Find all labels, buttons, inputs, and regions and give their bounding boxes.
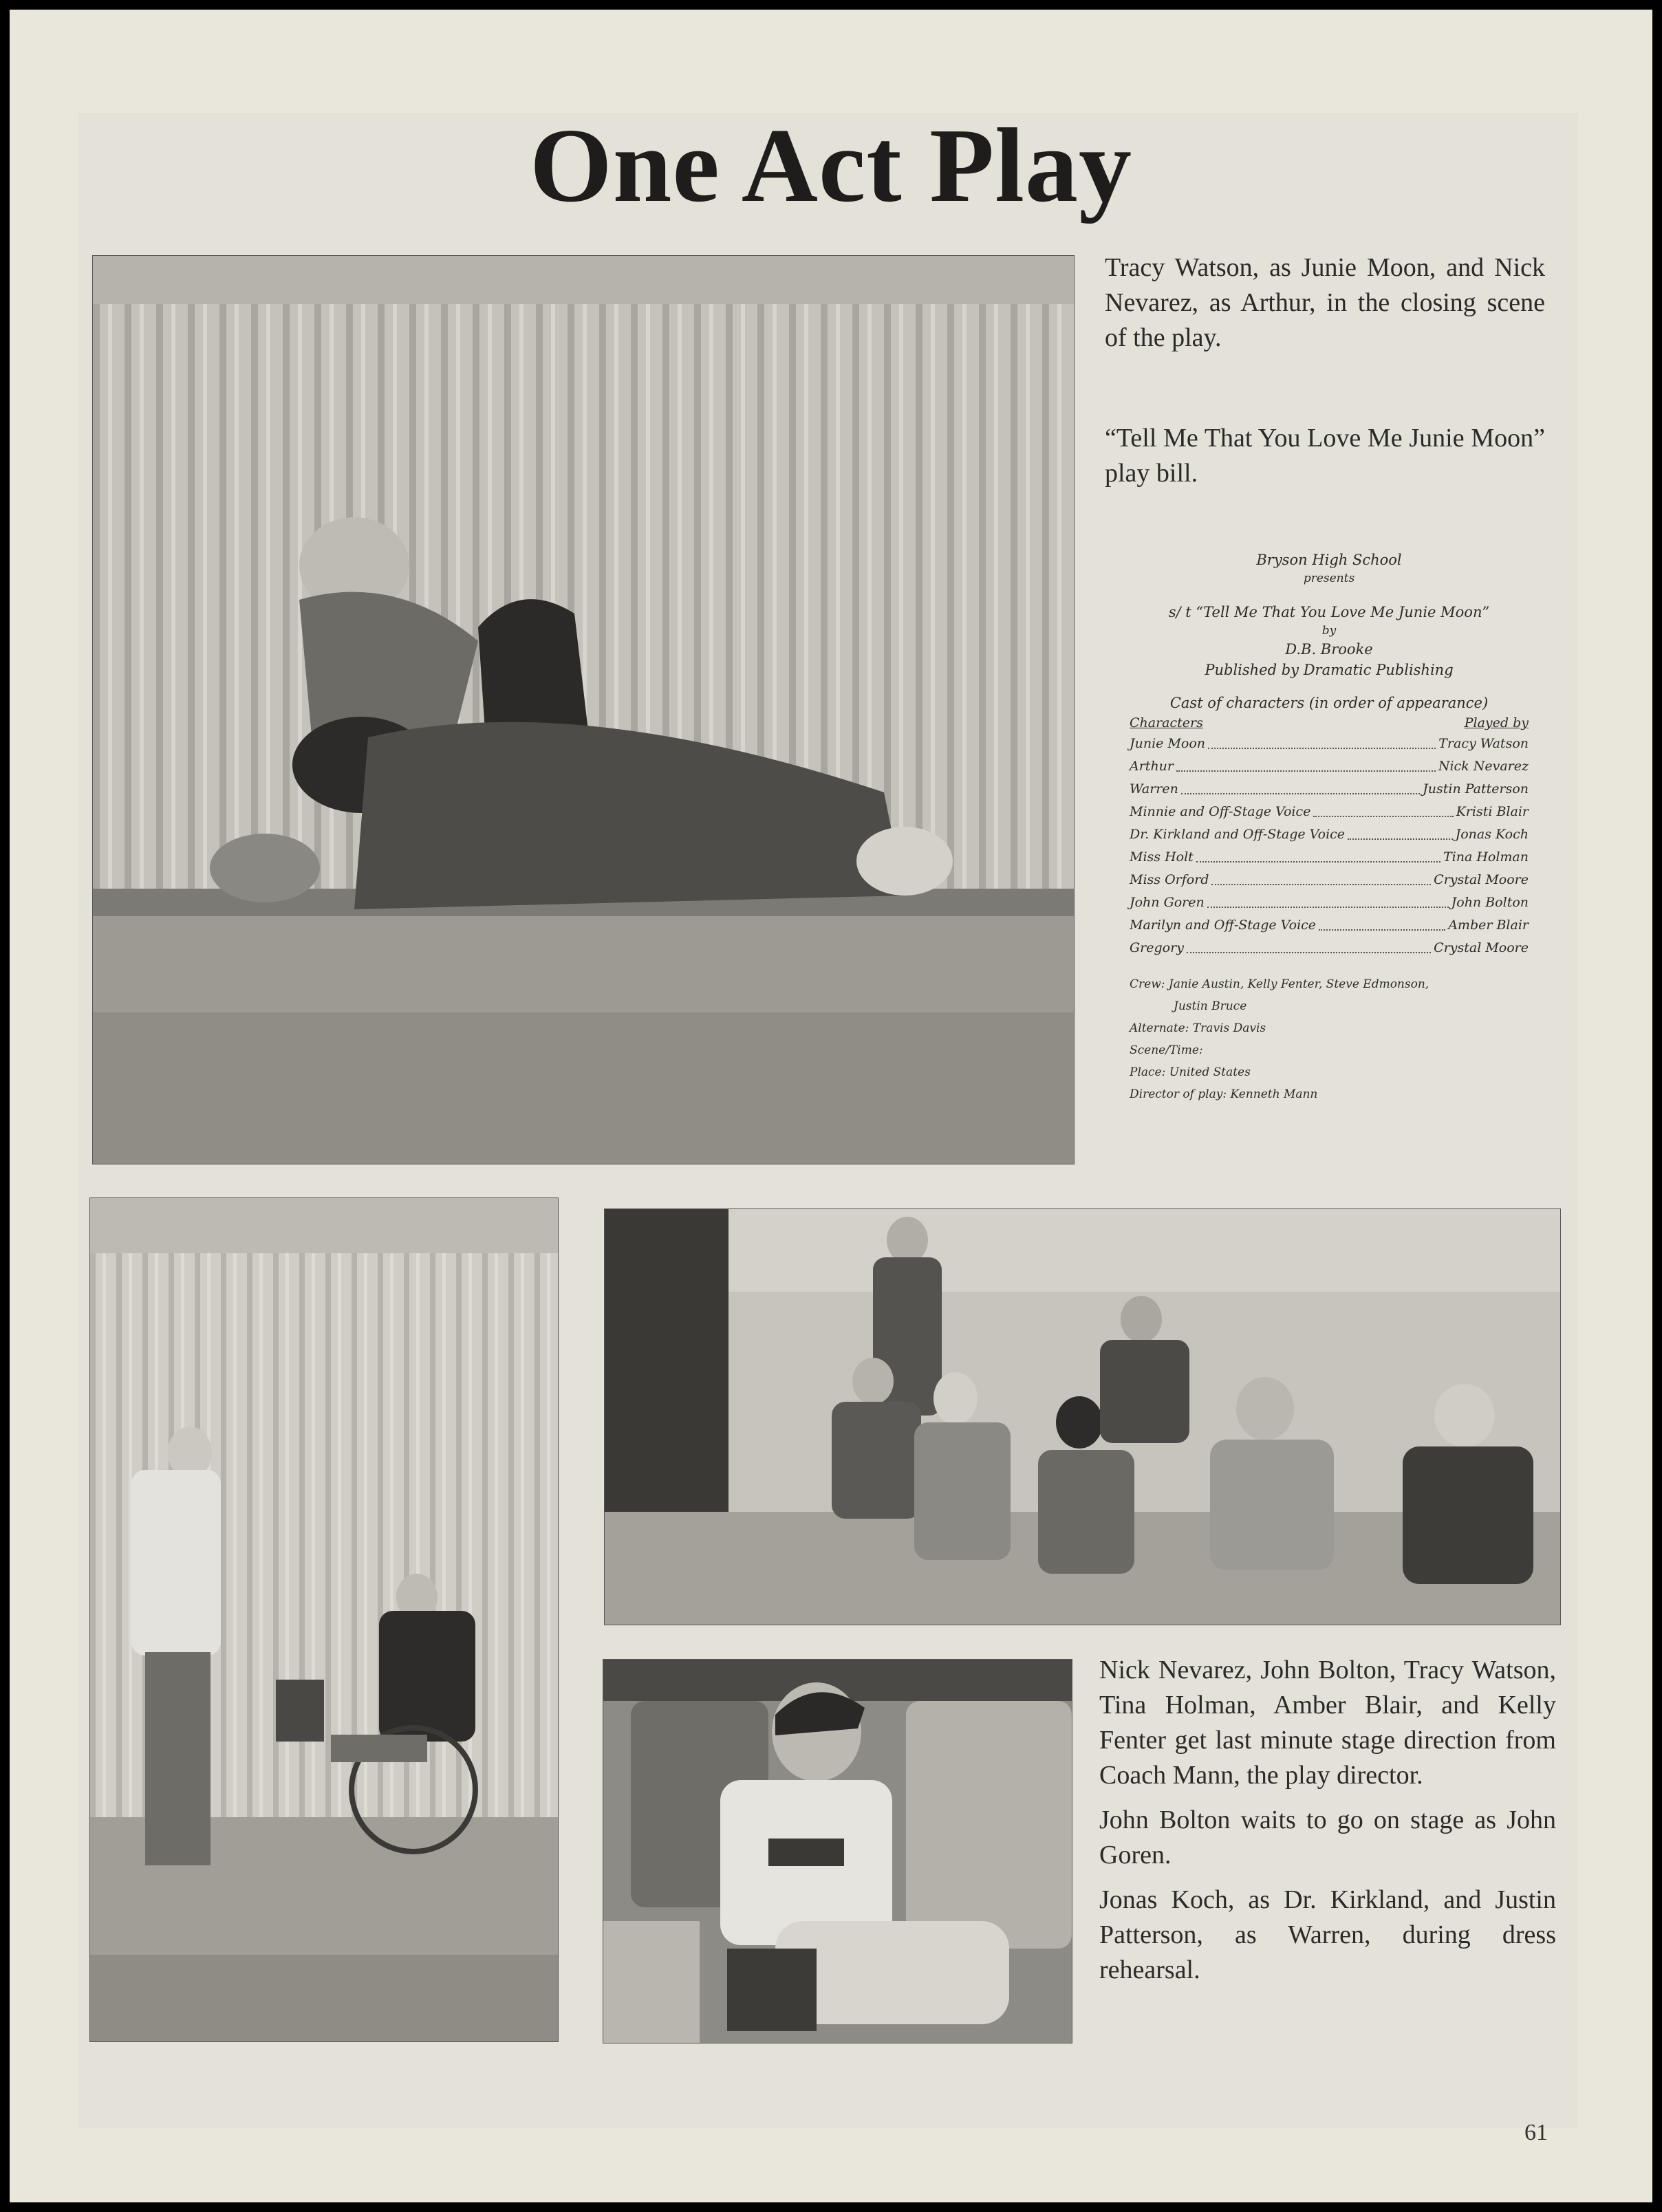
cast-row [1130, 801, 1529, 823]
leader-dots [1196, 846, 1440, 863]
playbill-place: Place: United States [1130, 1065, 1251, 1079]
lower-captions [1099, 1653, 1556, 1988]
cast-role: Minnie and Off-Stage Voice [1130, 804, 1311, 819]
cast-actor: Jonas Koch [1455, 827, 1529, 842]
cast-row [1130, 891, 1529, 914]
dress-rehearsal-image [90, 1198, 558, 2041]
playbill-title: s/ t “Tell Me That You Love Me Junie Moon” [1168, 604, 1490, 620]
cast-role: Dr. Kirkland and Off-Stage Voice [1130, 827, 1346, 842]
playbill-col-characters: Characters [1130, 715, 1203, 730]
playbill-alternate: Alternate: Travis Davis [1130, 1021, 1266, 1035]
john-bolton-photo [603, 1659, 1072, 2043]
yearbook-page [10, 10, 1652, 2202]
playbill-director: Director of play: Kenneth Mann [1130, 1087, 1318, 1101]
playbill-caption-text: “Tell Me That You Love Me Junie Moon” play bill. [1105, 424, 1545, 488]
cast-actor: John Bolton [1451, 895, 1529, 910]
playbill-caption [1105, 421, 1545, 491]
playbill-by: by [1321, 624, 1337, 638]
cast-role: John Goren [1130, 895, 1205, 910]
leader-dots [1208, 733, 1436, 749]
cast-row [1130, 846, 1529, 869]
leader-dots [1319, 914, 1445, 931]
rehearsal-caption-text: Jonas Koch, as Dr. Kirkland, and Justin Patterson, as Warren, during dress rehearsal. [1099, 1885, 1556, 1984]
closing-scene-caption-text: Tracy Watson, as Junie Moon, and Nick Nevarez, as Arthur, in the closing scene of the play. [1105, 253, 1545, 352]
john-bolton-image [603, 1660, 1072, 2043]
page-title: One Act Play [530, 107, 1132, 224]
leader-dots [1181, 778, 1420, 794]
leader-dots [1211, 869, 1431, 885]
leader-dots [1313, 801, 1453, 817]
cast-row [1130, 937, 1529, 959]
closing-scene-image [93, 256, 1074, 1164]
cast-role: Junie Moon [1130, 736, 1206, 751]
group-direction-photo [604, 1208, 1561, 1625]
group-direction-image [605, 1209, 1560, 1625]
playbill-presents: presents [1303, 572, 1355, 585]
cast-actor: Tracy Watson [1438, 736, 1529, 751]
cast-row [1130, 914, 1529, 937]
cast-row [1130, 733, 1529, 755]
cast-role: Miss Holt [1130, 849, 1194, 865]
playbill-crew: Crew: Janie Austin, Kelly Fenter, Steve Edmonson, [1130, 977, 1429, 991]
cast-role: Marilyn and Off-Stage Voice [1130, 918, 1317, 933]
cast-role: Warren [1130, 781, 1178, 796]
cast-row [1130, 823, 1529, 846]
playbill-crew-cont: Justin Bruce [1174, 999, 1247, 1013]
cast-row [1130, 778, 1529, 801]
playbill-author: D.B. Brooke [1285, 641, 1373, 658]
playbill-scene-time: Scene/Time: [1130, 1043, 1203, 1057]
dress-rehearsal-photo [89, 1197, 559, 2042]
leader-dots [1176, 755, 1436, 772]
closing-scene-photo [92, 255, 1075, 1164]
cast-role: Arthur [1130, 759, 1174, 774]
cast-actor: Crystal Moore [1434, 872, 1529, 887]
playbill-publisher: Published by Dramatic Publishing [1205, 662, 1454, 678]
playbill-cast-heading: Cast of characters (in order of appearance) [1169, 695, 1489, 711]
playbill-cast-list [1130, 733, 1529, 959]
cast-row [1130, 869, 1529, 891]
cast-actor: Amber Blair [1448, 918, 1529, 933]
leader-dots [1207, 891, 1449, 908]
cast-actor: Crystal Moore [1434, 940, 1529, 955]
leader-dots [1187, 937, 1431, 953]
playbill [1130, 550, 1529, 1105]
playbill-column-headers [1130, 713, 1529, 733]
cast-role: Miss Orford [1130, 872, 1209, 887]
closing-scene-caption [1105, 250, 1545, 356]
playbill-school: Bryson High School [1256, 552, 1402, 568]
cast-actor: Kristi Blair [1456, 804, 1529, 819]
cast-role: Gregory [1130, 940, 1184, 955]
page-number: 61 [1524, 2120, 1548, 2145]
group-caption-text: Nick Nevarez, John Bolton, Tracy Watson, Tina Holman, Amber Blair, and Kelly Fenter get last minute stage direction from Coach Mann, the play director. [1099, 1656, 1556, 1790]
cast-actor: Nick Nevarez [1438, 759, 1529, 774]
playbill-col-played-by: Played by [1464, 715, 1529, 730]
cast-actor: Justin Patterson [1423, 781, 1529, 796]
leader-dots [1348, 823, 1453, 840]
cast-row [1130, 755, 1529, 778]
cast-actor: Tina Holman [1443, 849, 1529, 865]
bolton-caption-text: John Bolton waits to go on stage as John Goren. [1099, 1806, 1556, 1869]
